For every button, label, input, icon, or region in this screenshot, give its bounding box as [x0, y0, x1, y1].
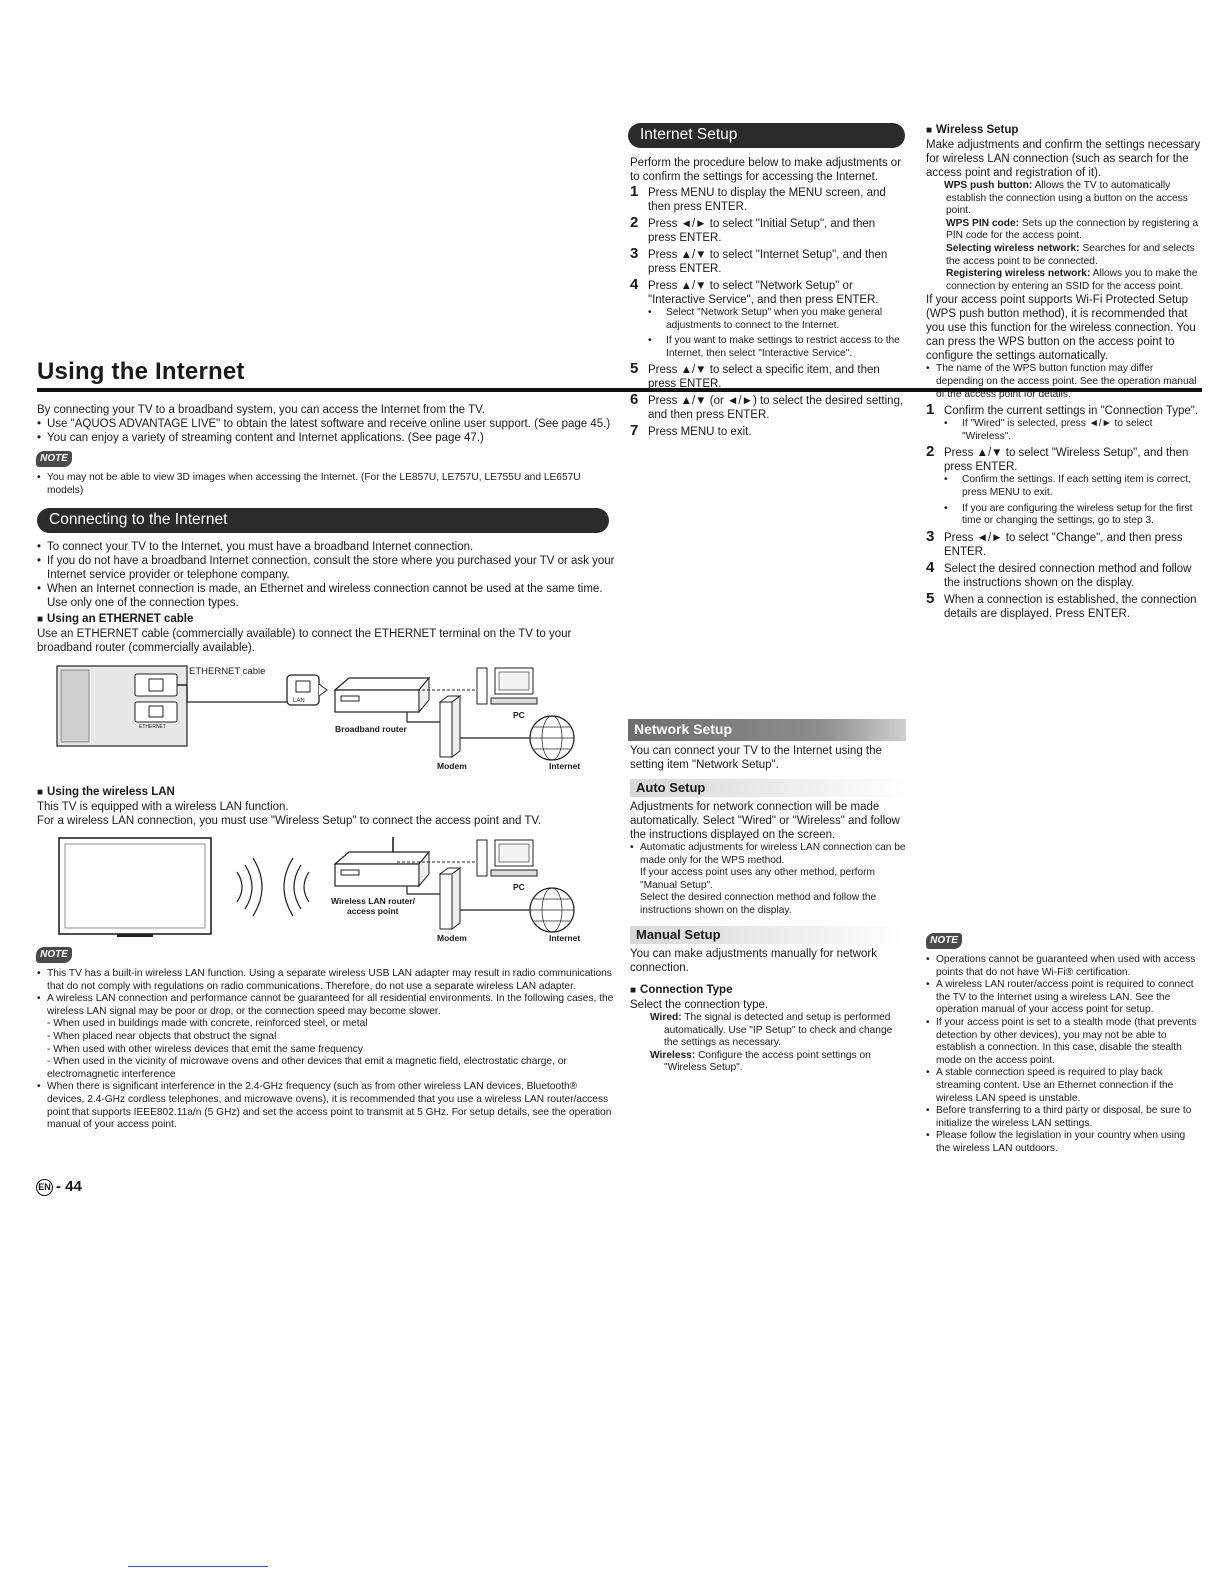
wireless-setup-section — [926, 123, 1202, 624]
list-item: • If you do not have a broadband Internet connection, consult the store where you purchased your TV or ask your Internet service provider or telephone company. — [37, 554, 622, 582]
step-item: 4 Select the desired connection method and follow the instructions shown on the display. — [926, 558, 1192, 589]
ethernet-text: Use an ETHERNET cable (commercially available) to connect the ETHERNET terminal on the TV to your broadband router (commercially available). — [37, 628, 572, 654]
auto-setup-bullets — [630, 842, 908, 918]
ethernet-cable-line — [187, 685, 302, 702]
dash-item: - When used in the vicinity of microwave ovens and other devices that emit a magnetic field, electrostatic charge, or electromagnetic interference — [47, 1056, 567, 1080]
list-item: • A wireless LAN connection and performance cannot be guaranteed for all residential environments. In the following cases, the wireless LAN signal may be poor or drop, or the connection speed may become slower. — [37, 993, 615, 1018]
list-item: • If you are configuring the wireless setup for the first time or changing the settings, go to step 3. — [944, 503, 1202, 528]
wireless-diagram — [37, 832, 597, 947]
wave-tv — [237, 872, 242, 902]
internet-label: Internet — [549, 933, 581, 943]
pc-label: PC — [513, 882, 525, 892]
ethernet-port-label: ETHERNET — [139, 724, 166, 730]
intro-section — [37, 403, 622, 445]
wireless-setup-heading: ■ Wireless Setup — [926, 123, 1202, 138]
list-item: • You may not be able to view 3D images when accessing the Internet. (For the LE857U, LE757U, LE755U and LE657U models) — [37, 472, 597, 497]
section-heading-network-setup: Network Setup — [628, 719, 906, 741]
ethernet-diagram — [37, 660, 597, 775]
section-heading-connecting: Connecting to the Internet — [37, 508, 609, 533]
list-item: • A wireless LAN router/access point is required to connect the TV to the Internet using a wireless LAN. See the operation manual of your access point for setup. — [926, 979, 1202, 1017]
list-item: • If you want to make settings to restrict access to the Internet, then select "Interactive Service". — [648, 335, 906, 360]
step-item: 2 Press ▲/▼ to select "Wireless Setup", and then press ENTER. • Confirm the settings. If each setting item is correct, press MENU to exit. • If you are configuring the wireless setup for the first time or changing the settings, go to step 3. — [926, 446, 1202, 527]
list-item: • You can enjoy a variety of streaming content and Internet applications. (See page 47.) — [37, 431, 622, 445]
modem-shape — [440, 702, 452, 757]
list-item: • Please follow the legislation in your country when using the wireless LAN outdoors. — [926, 1130, 1202, 1155]
list-item: • To connect your TV to the Internet, you must have a broadband Internet connection. — [37, 540, 622, 554]
list-item: • Confirm the settings. If each setting item is correct, press MENU to exit. — [944, 474, 1202, 499]
modem-label: Modem — [437, 761, 467, 771]
page-number: EN - 44 — [36, 1178, 82, 1196]
wireless-setup-steps — [926, 401, 1202, 621]
list-item: • When an Internet connection is made, an Ethernet and wireless connection cannot be used at the same time. Use only one of the connection types. — [37, 582, 622, 610]
section-heading-internet-setup: Internet Setup — [628, 123, 905, 148]
wireless-setup-intro: Make adjustments and confirm the settings necessary for wireless LAN connection (such as search for the access point and registration of it). — [926, 139, 1201, 179]
connecting-notes — [37, 968, 615, 1132]
step-item: 5 Press ▲/▼ to select a specific item, and then press ENTER. — [630, 360, 880, 391]
list-item: • Before transferring to a third party or disposal, be sure to initialize the wireless LAN settings. — [926, 1105, 1202, 1130]
auto-setup-section — [630, 800, 908, 918]
page-number-value: 44 — [65, 1178, 82, 1195]
note-badge: NOTE — [36, 451, 72, 467]
note-badge: NOTE — [36, 947, 72, 963]
wireless-heading: ■ Using the wireless LAN — [37, 785, 175, 800]
step-1-bullets — [944, 418, 1202, 443]
step-item: 3 Press ▲/▼ to select "Internet Setup", and then press ENTER. — [630, 245, 888, 275]
connection-type-text: Select the connection type. — [630, 999, 769, 1011]
page-title: Using the Internet — [37, 358, 245, 385]
wireless-text-2: For a wireless LAN connection, you must use "Wireless Setup" to connect the access point and TV. — [37, 815, 542, 827]
intro-note — [37, 472, 597, 497]
step-item: 5 When a connection is established, the connection details are displayed. Press ENTER. — [926, 589, 1197, 620]
ethernet-port-icon — [135, 674, 177, 696]
manual-setup-text: You can make adjustments manually for network connection. — [630, 948, 877, 974]
ethernet-heading: ■ Using an ETHERNET cable — [37, 612, 193, 627]
step-item: 4 Press ▲/▼ to select "Network Setup" or "Interactive Service", and then press ENTER. • Select "Network Setup" when you make general adjustments to connect to the Internet. • If you want to make settings to restrict access to the Internet, then select "Interactive Service". — [630, 279, 906, 360]
step-item: 1 Confirm the current settings in "Connection Type". • If "Wired" is selected, press ◄/► to select "Wireless". — [926, 404, 1202, 443]
router-shape — [335, 678, 429, 690]
list-item: • A stable connection speed is required to play back streaming content. Use an Ethernet connection if the wireless LAN speed is unstable. — [926, 1067, 1202, 1105]
connection-type-heading: ■ Connection Type — [630, 983, 908, 998]
list-item: • The name of the WPS button function may differ depending on the access point. See the operation manual of the access point for details. — [926, 363, 1202, 401]
auto-setup-text: Adjustments for network connection will be made automatically. Select "Wired" or "Wireless" and follow the instructions displayed on the screen. — [630, 801, 900, 841]
lan-label: LAN — [293, 698, 305, 704]
auto-setup-heading: Auto Setup — [630, 779, 908, 797]
pc-label: PC — [513, 710, 525, 720]
step-item: 7 Press MENU to exit. — [630, 422, 752, 440]
wireless-setup-notes — [926, 954, 1202, 1156]
dash-item: - When placed near objects that obstruct the signal — [47, 1030, 277, 1042]
intro-text: By connecting your TV to a broadband system, you can access the Internet from the TV. — [37, 404, 485, 416]
scan-artifact-line — [128, 1566, 268, 1567]
manual-setup-section — [630, 947, 908, 1075]
step-item: 3 Press ◄/► to select "Change", and then press ENTER. — [926, 527, 1183, 558]
list-item: • If "Wired" is selected, press ◄/► to select "Wireless". — [944, 418, 1202, 443]
dash-item: - When used with other wireless devices that emit the same frequency — [47, 1043, 363, 1055]
pc-tower — [477, 668, 487, 704]
wps-text: If your access point supports Wi-Fi Protected Setup (WPS push button method), it is recommended that you use this function for the wireless connection. You can press the WPS button on the access point to configure the settings automatically. — [926, 294, 1196, 363]
note-badge: NOTE — [926, 933, 962, 949]
wireless-text-1: This TV is equipped with a wireless LAN function. — [37, 801, 289, 813]
wps-bullet — [926, 363, 1202, 401]
list-item: • Automatic adjustments for wireless LAN connection can be made only for the WPS method. If your access point uses any other method, perform "Manual Setup". Select the desired connection method and follow the instructions shown on the display. — [630, 842, 908, 918]
list-item: • This TV has a built-in wireless LAN function. Using a separate wireless USB LAN adapter may result in radio communications that do not comply with regulations on radio communications. Therefore, do not use a separate wireless LAN adapter. — [37, 968, 615, 993]
connecting-bullets — [37, 540, 622, 610]
list-item: • When there is significant interference in the 2.4-GHz frequency (such as from other wireless LAN devices, Bluetooth® devices, 2.4-GHz cordless telephones, and microwave ovens), it is recommended that you use a wireless LAN router/access point that supports IEEE802.11a/n (5 GHz) and set the access point to transmit at 5 GHz. For setup details, see the operation manual of your access point. — [37, 1081, 615, 1131]
list-item: • Select "Network Setup" when you make general adjustments to connect to the Internet. — [648, 307, 906, 332]
step-4-bullets — [648, 307, 906, 360]
internet-setup-steps — [630, 183, 906, 440]
lang-mark: EN — [36, 1179, 53, 1196]
wireless-router-label-1: Wireless LAN router/ — [331, 896, 415, 906]
internet-setup-section — [630, 156, 906, 442]
ethernet-cable-label: ETHERNET cable — [189, 666, 266, 677]
manual-setup-heading: Manual Setup — [630, 926, 908, 944]
wave-router — [304, 872, 309, 902]
connection-type-defs: Wired: The signal is detected and setup is performed automatically. Use "IP Setup" to check and change the settings as necessary. Wireless: Configure the access point settings on "Wireless Setup". — [650, 1012, 893, 1074]
internet-label: Internet — [549, 761, 581, 771]
router-label: Broadband router — [335, 724, 407, 734]
intro-bullets — [37, 417, 622, 445]
network-setup-intro: You can connect your TV to the Internet using the setting item "Network Setup". — [630, 745, 882, 771]
step-item: 6 Press ▲/▼ (or ◄/►) to select the desired setting, and then press ENTER. — [630, 391, 904, 422]
modem-label: Modem — [437, 933, 467, 943]
step-item: 1 Press MENU to display the MENU screen, and then press ENTER. — [630, 183, 886, 213]
list-item: • If your access point is set to a stealth mode (that prevents detection by other devices), you may not be able to establish a connection. In this case, disable the stealth mode on the access point. — [926, 1017, 1202, 1067]
step-2-bullets — [944, 474, 1202, 527]
network-setup-section — [630, 744, 908, 772]
list-item: • Operations cannot be guaranteed when used with access points that do not have Wi-Fi® certification. — [926, 954, 1202, 979]
internet-setup-intro: Perform the procedure below to make adjustments or to confirm the settings for accessing the Internet. — [630, 157, 902, 183]
wireless-router-label-2: access point — [347, 906, 399, 916]
dash-item: - When used in buildings made with concrete, reinforced steel, or metal — [47, 1018, 368, 1030]
wireless-setup-defs: WPS push button: Allows the TV to automatically establish the connection using a button on the access point. WPS PIN code: Sets up the connection by registering a PIN code for the access point. Selecting wireless network: Searches for and selects the access point to be connected. Registering wireless network: Allows you to make the connection by entering an SSID for the access point. — [944, 180, 1199, 292]
list-item: • Use "AQUOS ADVANTAGE LIVE" to obtain the latest software and receive online user support. (See page 45.) — [37, 417, 622, 431]
step-item: 2 Press ◄/► to select "Initial Setup", and then press ENTER. — [630, 214, 876, 244]
